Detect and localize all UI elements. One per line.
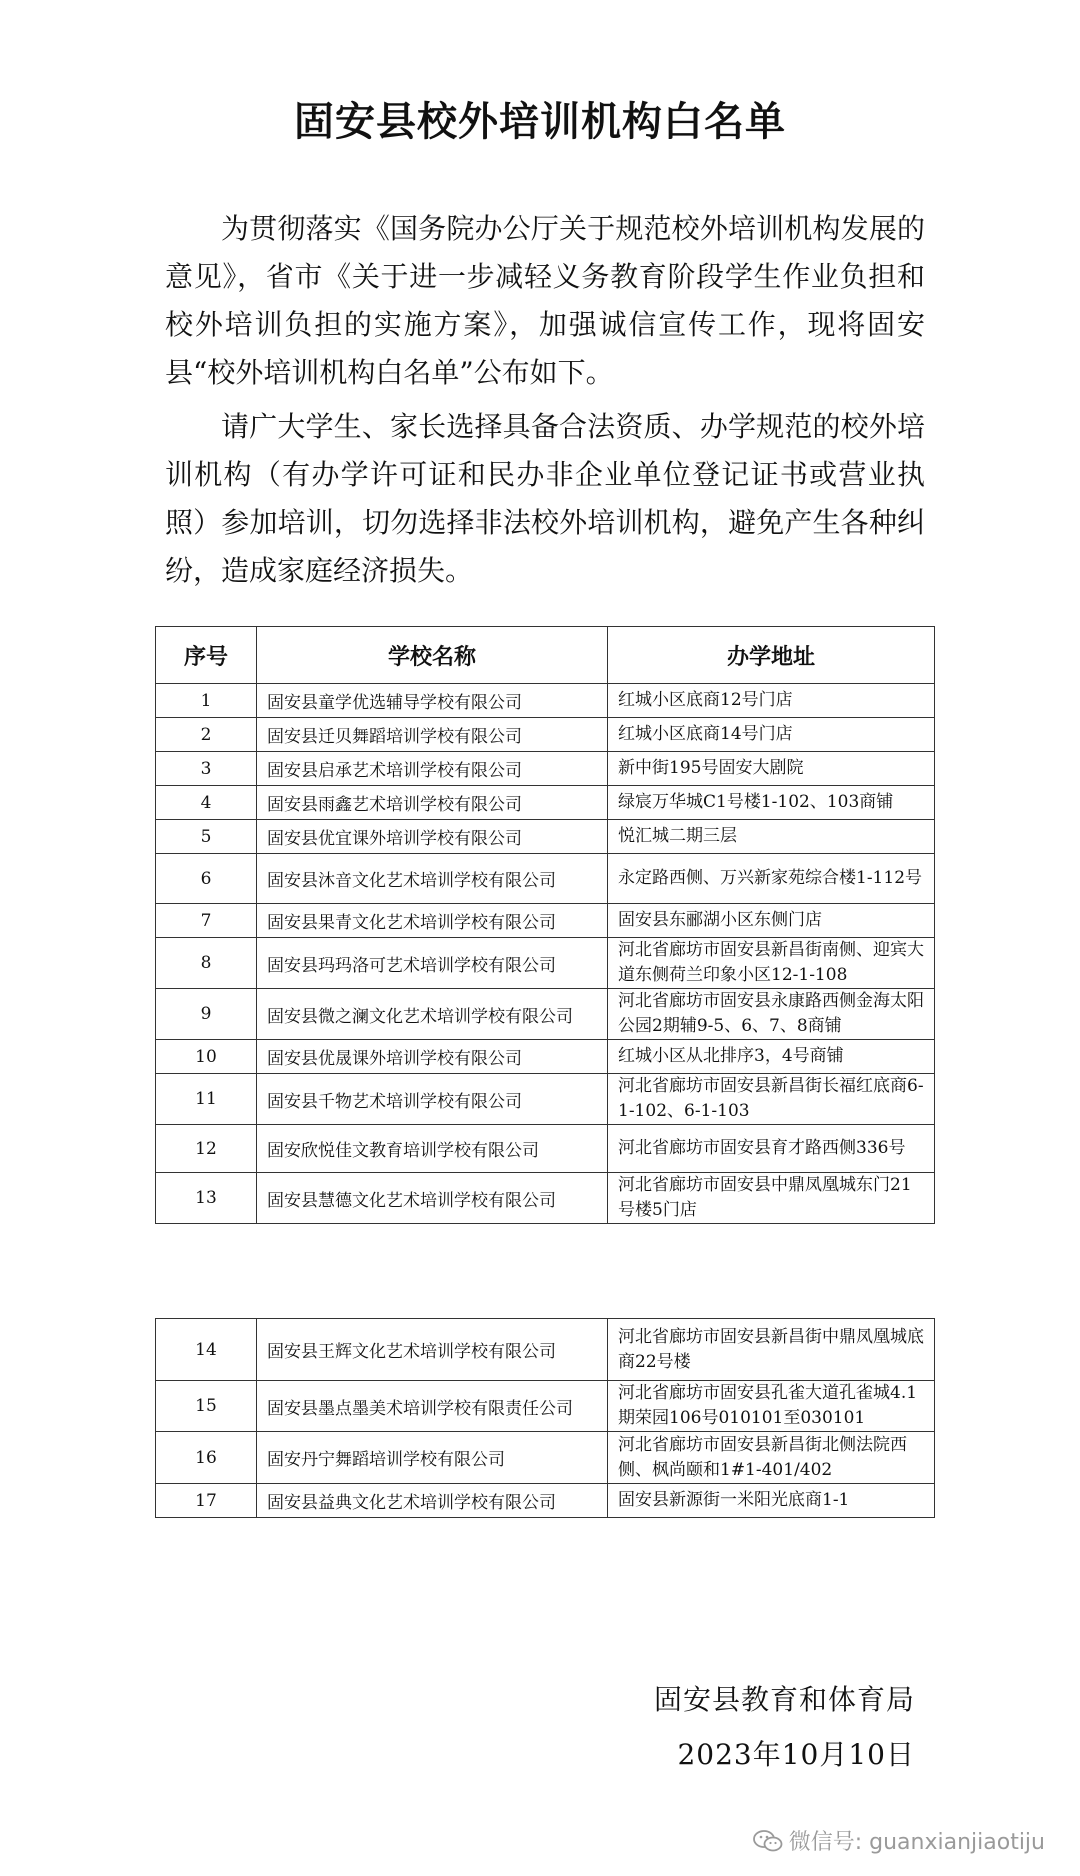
row-number: 12	[156, 1125, 257, 1173]
school-address: 河北省廊坊市固安县新昌街长福红底商6-1-102、6-1-103	[608, 1074, 935, 1125]
table-row	[156, 904, 935, 938]
table-row	[156, 820, 935, 854]
row-number: 5	[156, 820, 257, 854]
table-header-row	[156, 627, 935, 684]
row-number: 7	[156, 904, 257, 938]
school-address: 永定路西侧、万兴新家苑综合楼1-112号	[608, 854, 935, 904]
row-number: 16	[156, 1432, 257, 1484]
school-name: 固安县迁贝舞蹈培训学校有限公司	[257, 718, 608, 752]
table-row	[156, 1381, 935, 1432]
notice-paragraph: 请广大学生、家长选择具备合法资质、办学规范的校外培训机构（有办学许可证和民办非企业单位登记证书或营业执照）参加培训，切勿选择非法校外培训机构，避免产生各种纠纷，造成家庭经济损失。	[165, 410, 925, 587]
school-name: 固安县优晟课外培训学校有限公司	[257, 1040, 608, 1074]
row-number: 17	[156, 1484, 257, 1518]
school-name: 固安丹宁舞蹈培训学校有限公司	[257, 1432, 608, 1484]
school-address: 悦汇城二期三层	[608, 820, 935, 854]
row-number: 11	[156, 1074, 257, 1125]
school-address: 河北省廊坊市固安县新昌街南侧、迎宾大道东侧荷兰印象小区12-1-108	[608, 938, 935, 989]
table-row	[156, 1432, 935, 1484]
school-address: 红城小区底商12号门店	[608, 684, 935, 718]
school-address: 河北省廊坊市固安县永康路西侧金海太阳公园2期辅9-5、6、7、8商铺	[608, 989, 935, 1040]
row-number: 14	[156, 1319, 257, 1381]
school-address: 红城小区底商14号门店	[608, 718, 935, 752]
table-row	[156, 718, 935, 752]
table-row	[156, 684, 935, 718]
school-name: 固安县王辉文化艺术培训学校有限公司	[257, 1319, 608, 1381]
school-address: 河北省廊坊市固安县中鼎凤凰城东门21号楼5门店	[608, 1173, 935, 1224]
school-name: 固安县果青文化艺术培训学校有限公司	[257, 904, 608, 938]
school-name: 固安县慧德文化艺术培训学校有限公司	[257, 1173, 608, 1224]
row-number: 2	[156, 718, 257, 752]
school-name: 固安县沐音文化艺术培训学校有限公司	[257, 854, 608, 904]
school-address: 河北省廊坊市固安县孔雀大道孔雀城4.1期荣园106号010101至030101	[608, 1381, 935, 1432]
school-address: 固安县东郦湖小区东侧门店	[608, 904, 935, 938]
whitelist-table-part-1	[155, 626, 935, 1224]
header-address: 办学地址	[608, 627, 935, 684]
wechat-icon	[753, 1829, 783, 1853]
page-title: 固安县校外培训机构白名单	[294, 98, 786, 145]
row-number: 8	[156, 938, 257, 989]
table-row	[156, 1173, 935, 1224]
issue-date: 2023年10月10日	[677, 1738, 915, 1771]
school-name: 固安县玛玛洛可艺术培训学校有限公司	[257, 938, 608, 989]
wechat-watermark	[753, 1825, 1045, 1856]
row-number: 15	[156, 1381, 257, 1432]
row-number: 6	[156, 854, 257, 904]
school-name: 固安县微之澜文化艺术培训学校有限公司	[257, 989, 608, 1040]
school-name: 固安县童学优选辅导学校有限公司	[257, 684, 608, 718]
watermark-text: 微信号: guanxianjiaotiju	[788, 1830, 1045, 1855]
school-name: 固安欣悦佳文教育培训学校有限公司	[257, 1125, 608, 1173]
table-row	[156, 752, 935, 786]
whitelist-table-part-2	[155, 1318, 935, 1518]
table-row	[156, 1125, 935, 1173]
table-body-2	[156, 1319, 935, 1518]
school-name: 固安县优宜课外培训学校有限公司	[257, 820, 608, 854]
header-number: 序号	[156, 627, 257, 684]
row-number: 3	[156, 752, 257, 786]
table-row	[156, 1484, 935, 1518]
row-number: 1	[156, 684, 257, 718]
school-name: 固安县启承艺术培训学校有限公司	[257, 752, 608, 786]
school-name: 固安县千物艺术培训学校有限公司	[257, 1074, 608, 1125]
school-address: 固安县新源街一米阳光底商1-1	[608, 1484, 935, 1518]
school-address: 新中街195号固安大剧院	[608, 752, 935, 786]
row-number: 10	[156, 1040, 257, 1074]
school-address: 红城小区从北排序3，4号商铺	[608, 1040, 935, 1074]
table-row	[156, 854, 935, 904]
row-number: 9	[156, 989, 257, 1040]
school-name: 固安县益典文化艺术培训学校有限公司	[257, 1484, 608, 1518]
school-name: 固安县墨点墨美术培训学校有限责任公司	[257, 1381, 608, 1432]
school-name: 固安县雨鑫艺术培训学校有限公司	[257, 786, 608, 820]
row-number: 4	[156, 786, 257, 820]
header-school-name: 学校名称	[257, 627, 608, 684]
table-row	[156, 938, 935, 989]
table-row	[156, 1040, 935, 1074]
table-row	[156, 1319, 935, 1381]
table-row	[156, 1074, 935, 1125]
row-number: 13	[156, 1173, 257, 1224]
table-row	[156, 989, 935, 1040]
table-body-1	[156, 684, 935, 1224]
intro-paragraph: 为贯彻落实《国务院办公厅关于规范校外培训机构发展的意见》，省市《关于进一步减轻义务教育阶段学生作业负担和校外培训负担的实施方案》，加强诚信宣传工作，现将固安县“校外培训机构白名单”公布如下。	[165, 212, 925, 389]
school-address: 河北省廊坊市固安县育才路西侧336号	[608, 1125, 935, 1173]
issuing-authority: 固安县教育和体育局	[653, 1683, 915, 1716]
school-address: 绿宸万华城C1号楼1-102、103商铺	[608, 786, 935, 820]
table-row	[156, 786, 935, 820]
school-address: 河北省廊坊市固安县新昌街中鼎凤凰城底商22号楼	[608, 1319, 935, 1381]
school-address: 河北省廊坊市固安县新昌街北侧法院西侧、枫尚颐和1#1-401/402	[608, 1432, 935, 1484]
